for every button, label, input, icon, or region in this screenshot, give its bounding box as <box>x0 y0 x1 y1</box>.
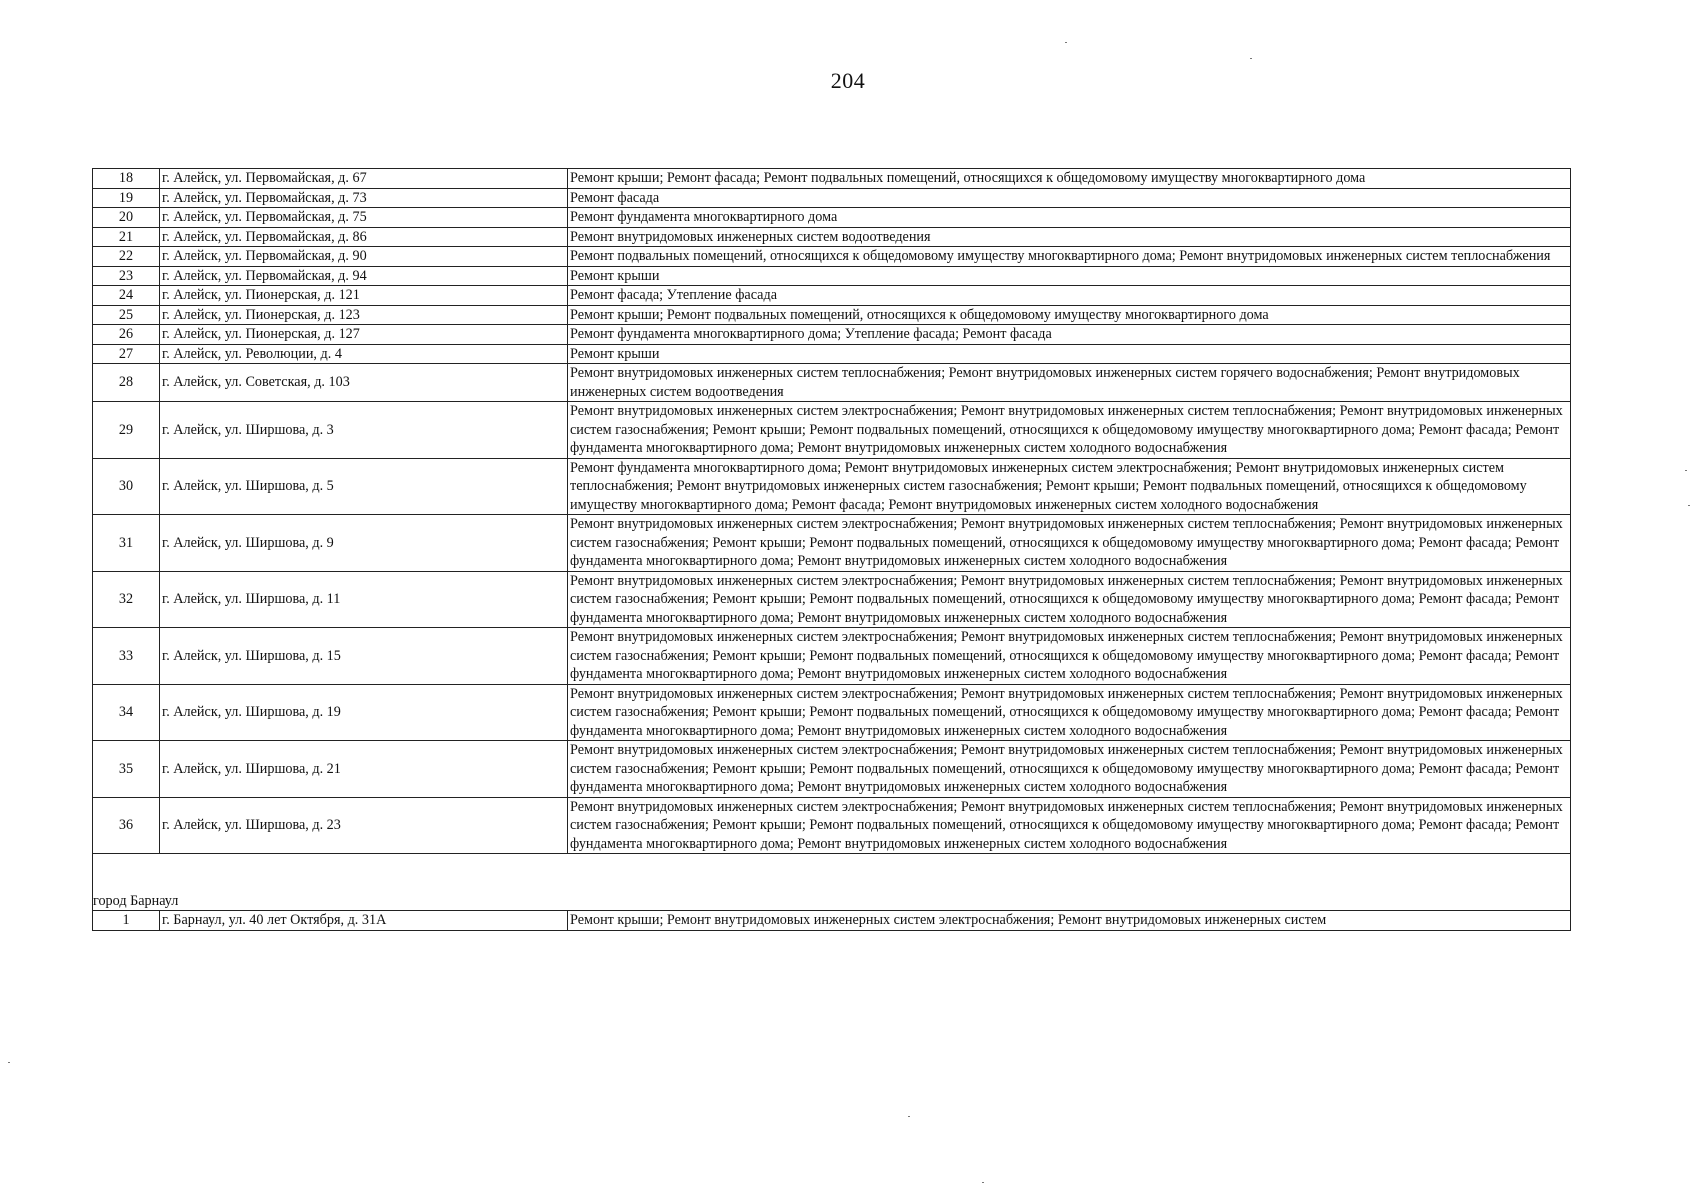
row-works: Ремонт внутридомовых инженерных систем электроснабжения; Ремонт внутридомовых инженерных систем теплоснабжения; Ремонт внутридомовых инженерных систем газоснабжения; Ремонт крыши; Ремонт подвальных помещений, относящихся к общедомовому имуществу многоквартирного дома; Ремонт фасада; Ремонт фундамента многоквартирного дома; Ремонт внутридомовых инженерных систем холодного водоснабжения <box>568 797 1571 854</box>
scan-speck <box>1250 58 1252 59</box>
row-number: 27 <box>93 344 160 364</box>
row-address: г. Алейск, ул. Ширшова, д. 15 <box>160 628 568 685</box>
table-row <box>93 325 1571 345</box>
row-works: Ремонт крыши <box>568 266 1571 286</box>
row-number: 34 <box>93 684 160 741</box>
row-address: г. Барнаул, ул. 40 лет Октября, д. 31А <box>160 911 568 931</box>
row-number: 28 <box>93 364 160 402</box>
row-address: г. Алейск, ул. Первомайская, д. 94 <box>160 266 568 286</box>
table-row <box>93 169 1571 189</box>
row-address: г. Алейск, ул. Советская, д. 103 <box>160 364 568 402</box>
table-row <box>93 227 1571 247</box>
group-heading-row <box>93 854 1571 911</box>
table-row <box>93 305 1571 325</box>
table-row <box>93 266 1571 286</box>
scan-speck <box>8 1062 10 1063</box>
row-address: г. Алейск, ул. Первомайская, д. 75 <box>160 208 568 228</box>
table-row <box>93 364 1571 402</box>
row-number: 18 <box>93 169 160 189</box>
row-works: Ремонт крыши; Ремонт подвальных помещений, относящихся к общедомовому имуществу многоквартирного дома <box>568 305 1571 325</box>
row-number: 26 <box>93 325 160 345</box>
row-works: Ремонт внутридомовых инженерных систем электроснабжения; Ремонт внутридомовых инженерных систем теплоснабжения; Ремонт внутридомовых инженерных систем газоснабжения; Ремонт крыши; Ремонт подвальных помещений, относящихся к общедомовому имуществу многоквартирного дома; Ремонт фасада; Ремонт фундамента многоквартирного дома; Ремонт внутридомовых инженерных систем холодного водоснабжения <box>568 741 1571 798</box>
row-address: г. Алейск, ул. Ширшова, д. 5 <box>160 458 568 515</box>
row-number: 35 <box>93 741 160 798</box>
table-row <box>93 286 1571 306</box>
row-number: 23 <box>93 266 160 286</box>
row-number: 33 <box>93 628 160 685</box>
row-address: г. Алейск, ул. Первомайская, д. 90 <box>160 247 568 267</box>
row-address: г. Алейск, ул. Ширшова, д. 9 <box>160 515 568 572</box>
page-number: 204 <box>830 68 866 93</box>
row-works: Ремонт внутридомовых инженерных систем электроснабжения; Ремонт внутридомовых инженерных систем теплоснабжения; Ремонт внутридомовых инженерных систем газоснабжения; Ремонт крыши; Ремонт подвальных помещений, относящихся к общедомовому имуществу многоквартирного дома; Ремонт фасада; Ремонт фундамента многоквартирного дома; Ремонт внутридомовых инженерных систем холодного водоснабжения <box>568 628 1571 685</box>
row-address: г. Алейск, ул. Пионерская, д. 121 <box>160 286 568 306</box>
row-works: Ремонт крыши; Ремонт внутридомовых инженерных систем электроснабжения; Ремонт внутридомовых инженерных систем <box>568 911 1571 931</box>
row-address: г. Алейск, ул. Ширшова, д. 23 <box>160 797 568 854</box>
row-address: г. Алейск, ул. Ширшова, д. 21 <box>160 741 568 798</box>
row-works: Ремонт внутридомовых инженерных систем электроснабжения; Ремонт внутридомовых инженерных систем теплоснабжения; Ремонт внутридомовых инженерных систем газоснабжения; Ремонт крыши; Ремонт подвальных помещений, относящихся к общедомовому имуществу многоквартирного дома; Ремонт фасада; Ремонт фундамента многоквартирного дома; Ремонт внутридомовых инженерных систем холодного водоснабжения <box>568 571 1571 628</box>
table-row <box>93 247 1571 267</box>
row-address: г. Алейск, ул. Ширшова, д. 11 <box>160 571 568 628</box>
table-row <box>93 684 1571 741</box>
row-number: 29 <box>93 402 160 459</box>
row-number: 31 <box>93 515 160 572</box>
table-row <box>93 571 1571 628</box>
table-row <box>93 188 1571 208</box>
row-works: Ремонт внутридомовых инженерных систем теплоснабжения; Ремонт внутридомовых инженерных систем горячего водоснабжения; Ремонт внутридомовых инженерных систем водоотведения <box>568 364 1571 402</box>
row-works: Ремонт внутридомовых инженерных систем электроснабжения; Ремонт внутридомовых инженерных систем теплоснабжения; Ремонт внутридомовых инженерных систем газоснабжения; Ремонт крыши; Ремонт подвальных помещений, относящихся к общедомовому имуществу многоквартирного дома; Ремонт фасада; Ремонт фундамента многоквартирного дома; Ремонт внутридомовых инженерных систем холодного водоснабжения <box>568 684 1571 741</box>
row-number: 20 <box>93 208 160 228</box>
row-works: Ремонт крыши; Ремонт фасада; Ремонт подвальных помещений, относящихся к общедомовому имуществу многоквартирного дома <box>568 169 1571 189</box>
table-row <box>93 458 1571 515</box>
scan-speck <box>1065 42 1067 43</box>
table-row <box>93 911 1571 931</box>
scan-speck <box>908 1116 910 1117</box>
row-address: г. Алейск, ул. Пионерская, д. 127 <box>160 325 568 345</box>
row-number: 19 <box>93 188 160 208</box>
row-works: Ремонт фундамента многоквартирного дома; Утепление фасада; Ремонт фасада <box>568 325 1571 345</box>
row-works: Ремонт фасада; Утепление фасада <box>568 286 1571 306</box>
row-address: г. Алейск, ул. Первомайская, д. 86 <box>160 227 568 247</box>
row-works: Ремонт крыши <box>568 344 1571 364</box>
row-address: г. Алейск, ул. Революции, д. 4 <box>160 344 568 364</box>
row-number: 22 <box>93 247 160 267</box>
row-works: Ремонт подвальных помещений, относящихся к общедомовому имуществу многоквартирного дома; Ремонт внутридомовых инженерных систем теплоснабжения <box>568 247 1571 267</box>
scan-speck <box>982 1182 984 1183</box>
repair-works-table <box>92 168 1571 931</box>
table-row <box>93 208 1571 228</box>
table-row <box>93 515 1571 572</box>
table-body <box>93 169 1571 931</box>
row-works: Ремонт внутридомовых инженерных систем водоотведения <box>568 227 1571 247</box>
table-row <box>93 402 1571 459</box>
row-works: Ремонт фундамента многоквартирного дома <box>568 208 1571 228</box>
row-number: 25 <box>93 305 160 325</box>
row-number: 1 <box>93 911 160 931</box>
row-address: г. Алейск, ул. Первомайская, д. 67 <box>160 169 568 189</box>
group-heading: город Барнаул <box>93 854 1571 911</box>
row-works: Ремонт фундамента многоквартирного дома; Ремонт внутридомовых инженерных систем электроснабжения; Ремонт внутридомовых инженерных систем теплоснабжения; Ремонт внутридомовых инженерных систем газоснабжения; Ремонт крыши; Ремонт подвальных помещений, относящихся к общедомовому имуществу многоквартирного дома; Ремонт фасада; Ремонт внутридомовых инженерных систем холодного водоснабжения <box>568 458 1571 515</box>
table-row <box>93 628 1571 685</box>
row-number: 30 <box>93 458 160 515</box>
scan-speck <box>1685 470 1687 471</box>
table-row <box>93 797 1571 854</box>
row-address: г. Алейск, ул. Первомайская, д. 73 <box>160 188 568 208</box>
row-number: 36 <box>93 797 160 854</box>
row-address: г. Алейск, ул. Ширшова, д. 3 <box>160 402 568 459</box>
row-number: 24 <box>93 286 160 306</box>
row-address: г. Алейск, ул. Пионерская, д. 123 <box>160 305 568 325</box>
row-number: 32 <box>93 571 160 628</box>
scan-speck <box>1688 505 1690 506</box>
row-works: Ремонт внутридомовых инженерных систем электроснабжения; Ремонт внутридомовых инженерных систем теплоснабжения; Ремонт внутридомовых инженерных систем газоснабжения; Ремонт крыши; Ремонт подвальных помещений, относящихся к общедомовому имуществу многоквартирного дома; Ремонт фасада; Ремонт фундамента многоквартирного дома; Ремонт внутридомовых инженерных систем холодного водоснабжения <box>568 402 1571 459</box>
row-works: Ремонт фасада <box>568 188 1571 208</box>
table-row <box>93 741 1571 798</box>
row-number: 21 <box>93 227 160 247</box>
table-row <box>93 344 1571 364</box>
row-address: г. Алейск, ул. Ширшова, д. 19 <box>160 684 568 741</box>
row-works: Ремонт внутридомовых инженерных систем электроснабжения; Ремонт внутридомовых инженерных систем теплоснабжения; Ремонт внутридомовых инженерных систем газоснабжения; Ремонт крыши; Ремонт подвальных помещений, относящихся к общедомовому имуществу многоквартирного дома; Ремонт фасада; Ремонт фундамента многоквартирного дома; Ремонт внутридомовых инженерных систем холодного водоснабжения <box>568 515 1571 572</box>
